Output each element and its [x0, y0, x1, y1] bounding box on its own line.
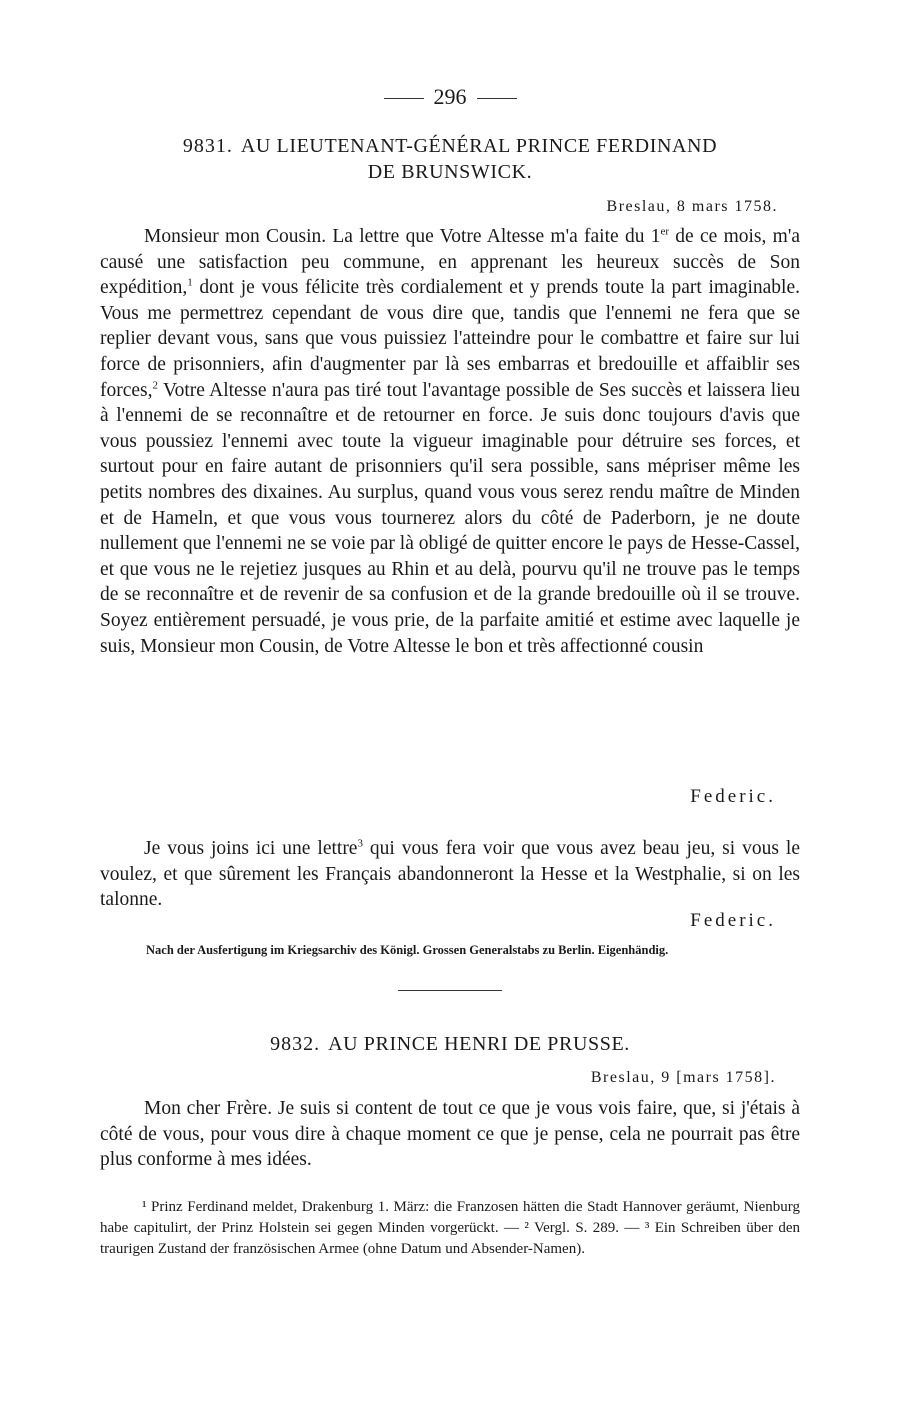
page-number: 296 [433, 84, 467, 109]
postscript-paragraph [100, 836, 800, 913]
superscript-er: er [660, 225, 670, 238]
page-header [0, 84, 900, 110]
letter-1-text-c: dont je vous félicite très cordialement et y prends toute la part imaginable. Vous me permettrez cependant de vous dire que, tandis que l'ennemi ne fera que se replier devant vous, sans que vous puissiez l'atteindre pour le combattre et faire sur lui force de prisonniers, afin d'augmenter par là ses embarras et bredouille et affaiblir ses forces, [100, 277, 800, 401]
letter-1-number: 9831. [182, 135, 233, 157]
letter-1-paragraph [100, 224, 800, 659]
letter-2-paragraph: Mon cher Frère. Je suis si content de tout ce que je vous vois faire, que, si j'étais à côté de vous, pour vous dire à chaque moment ce que je pense, cela ne pourrait pas être plus conforme à mes idées. [100, 1098, 800, 1171]
letter-1-text-b: de ce mois, m'a causé une satisfaction peu commune, en apprenant les heureux succès de Son expédition, [100, 226, 800, 299]
footnotes [100, 1197, 800, 1260]
source-note: Nach der Ausfertigung im Kriegsarchiv des Königl. Grossen Generalstabs zu Berlin. Eigenhändig. [146, 943, 669, 957]
letter-1-title-line1: AU LIEUTENANT-GÉNÉRAL PRINCE FERDINAND [240, 135, 718, 157]
footnote-ref-1: 1 [187, 276, 193, 289]
postscript-text-a: Je vous joins ici une lettre [144, 838, 358, 859]
letter-1-signature: Federic. [690, 786, 776, 807]
header-dash-left [384, 98, 424, 99]
header-dash-right [477, 98, 517, 99]
footnote-ref-2: 2 [152, 379, 159, 392]
letter-1-title [100, 133, 800, 185]
letter-2-title [100, 1031, 800, 1057]
section-divider [398, 990, 502, 991]
letter-1-title-line2: DE BRUNSWICK. [367, 161, 533, 183]
letter-1-signature-2: Federic. [690, 910, 776, 931]
letter-2-number: 9832. [270, 1033, 321, 1055]
letter-1-dateline: Breslau, 8 mars 1758. [606, 198, 778, 215]
letter-2-dateline: Breslau, 9 [mars 1758]. [590, 1069, 776, 1086]
letter-1-text-d: Votre Altesse n'aura pas tiré tout l'avantage possible de Ses succès et laissera lieu à l'ennemi de se reconnaître et de retourner en force. Je suis donc toujours d'avis que vous poussiez l'ennemi avec toute la vigueur imaginable pour détruire ses forces, et surtout pour en faire autant de prisonniers qu'il sera possible, sans mépriser même les petits nombres des dixaines. Au surplus, quand vous vous serez rendu maître de Minden et de Hameln, et que vous vous tournerez alors du côté de Paderborn, je ne doute nullement que l'ennemi ne se voie par là obligé de quitter encore le pays de Hesse-Cassel, et que vous ne le rejetiez jusques au Rhin et au delà, pourvu qu'il ne trouve pas le temps de se reconnaître et de revenir de sa confusion et de la grande bredouille où il se trouve. Soyez entièrement persuadé, je vous prie, de la parfaite amitié et estime avec laquelle je suis, Monsieur mon Cousin, de Votre Altesse le bon et très affectionné cousin [100, 379, 800, 657]
letter-2-title-text: AU PRINCE HENRI DE PRUSSE. [328, 1033, 630, 1055]
footnotes-text: ¹ Prinz Ferdinand meldet, Drakenburg 1. März: die Franzosen hätten die Stadt Hannover geräumt, Nienburg habe capitulirt, der Prinz Holstein sei gegen Minden vorgerückt. — ² Vergl. S. 289. — ³ Ein Schreiben über den traurigen Zustand der französischen Armee (ohne Datum und Absender-Namen). [100, 1199, 800, 1257]
postscript-text-b: qui vous fera voir que vous avez beau jeu, si vous le voulez, et que sûrement les Français abandonneront la Hesse et la Westphalie, si on les talonne. [100, 838, 800, 911]
letter-1-text-a: Monsieur mon Cousin. La lettre que Votre Altesse m'a faite du 1 [144, 226, 661, 247]
letter-1-postscript [100, 836, 800, 913]
footnote-ref-3: 3 [357, 837, 363, 850]
letter-1-body [100, 224, 800, 659]
letter-2-body [100, 1096, 800, 1173]
